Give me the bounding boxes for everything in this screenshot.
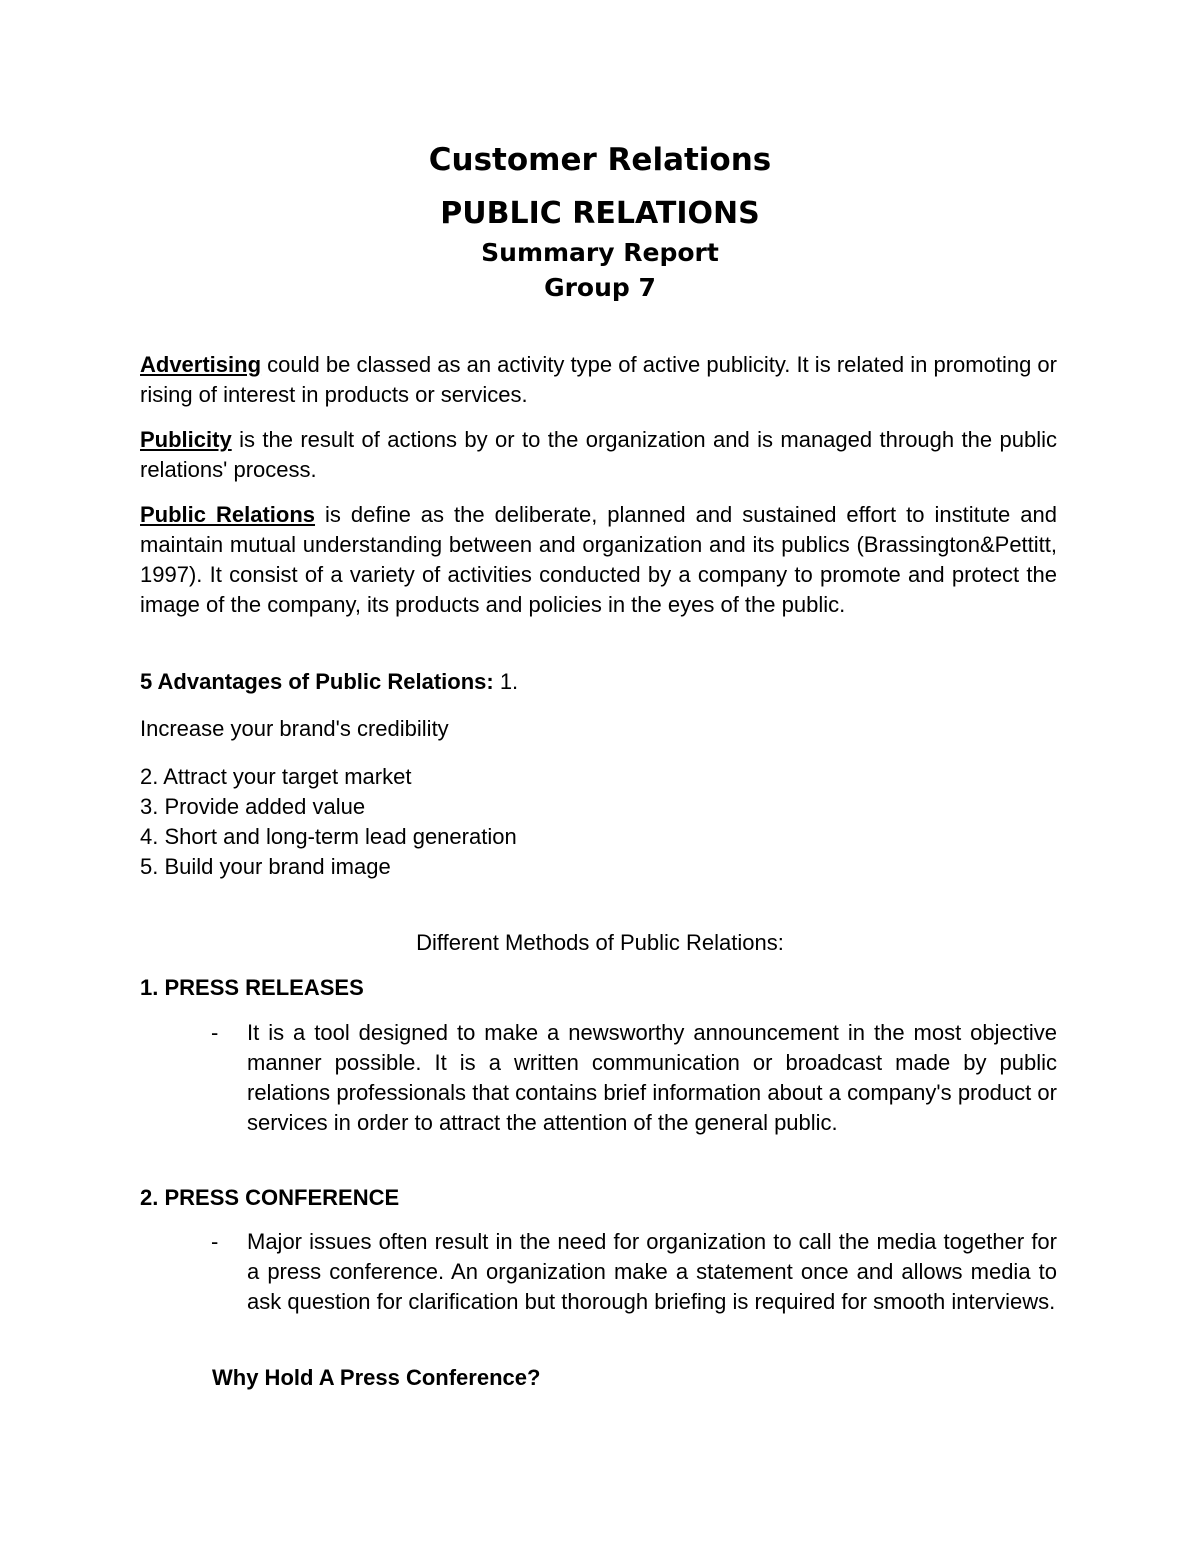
press-releases-text: It is a tool designed to make a newsworthy announcement in the most objective manner possible. It is a written communication or broadcast made by public relations professionals that contains brief information about a company's product or services in order to attract the attention of the general public.	[247, 1020, 1057, 1135]
advantages-heading-label: 5 Advantages of Public Relations:	[140, 669, 494, 694]
press-conference-heading: 2. PRESS CONFERENCE	[140, 1185, 400, 1210]
advantages-heading	[140, 667, 518, 697]
public-relations-term: Public Relations	[140, 502, 316, 527]
press-conference-dash: -	[211, 1229, 219, 1254]
publicity-text: is the result of actions by or to the organization and is managed through the public relations' process.	[140, 427, 1057, 482]
advantage-item-1: Increase your brand's credibility	[140, 716, 449, 741]
publicity-term: Publicity	[140, 427, 232, 452]
press-conference-text: Major issues often result in the need for organization to call the media together for a press conference. An organization make a statement once and allows media to ask question for clarification but thorough briefing is required for smooth interviews.	[247, 1229, 1057, 1314]
press-releases-dash: -	[211, 1020, 219, 1045]
advantage-item-3: 3. Provide added value	[140, 794, 366, 819]
advantage-item-2: 2. Attract your target market	[140, 764, 412, 789]
topic-title: PUBLIC RELATIONS	[440, 196, 760, 231]
methods-heading: Different Methods of Public Relations:	[416, 930, 784, 955]
advantage-item-5: 5. Build your brand image	[140, 854, 391, 879]
advertising-text: could be classed as an activity type of active publicity. It is related in promoting or rising of interest in products or services.	[140, 352, 1057, 407]
public-relations-definition	[140, 500, 1057, 620]
why-press-conference-heading: Why Hold A Press Conference?	[212, 1365, 541, 1390]
advertising-definition	[140, 350, 1057, 410]
advantages-first-number: 1.	[493, 669, 519, 694]
press-releases-heading: 1. PRESS RELEASES	[140, 975, 364, 1000]
advertising-term: Advertising	[140, 352, 262, 377]
group-title: Group 7	[544, 273, 656, 302]
report-type-title: Summary Report	[481, 238, 719, 267]
publicity-definition	[140, 425, 1057, 485]
public-relations-text: is define as the deliberate, planned and sustained effort to institute and maintain mutual understanding between and organization and its publics (Brassington&Pettitt, 1997). It consist of a variety of activities conducted by a company to promote and protect the image of the company, its products and policies in the eyes of the public.	[140, 502, 1057, 617]
advantages-list	[140, 762, 517, 882]
course-title: Customer Relations	[428, 142, 772, 178]
advantage-item-4: 4. Short and long-term lead generation	[140, 824, 517, 849]
